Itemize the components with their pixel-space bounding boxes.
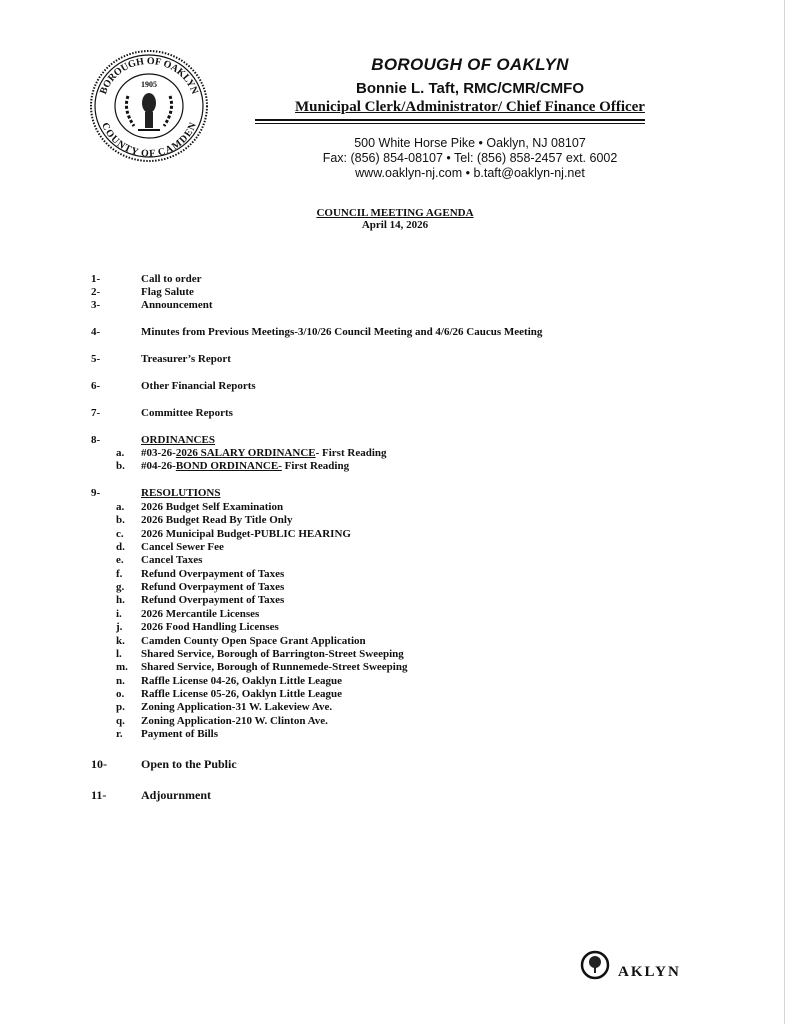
sub-letter: k. (116, 635, 125, 647)
sub-letter: h. (116, 594, 125, 606)
sub-letter: d. (116, 541, 125, 553)
oaklyn-tree-logo-icon (580, 950, 610, 980)
resolution-item: Payment of Bills (141, 728, 218, 740)
resolution-item: Raffle License 04-26, Oaklyn Little League (141, 675, 343, 687)
resolution-item: 2026 Food Handling Licenses (141, 621, 279, 633)
item-number: 7- (91, 407, 101, 419)
sub-letter: p. (116, 701, 125, 713)
resolution-item: Refund Overpayment of Taxes (141, 594, 285, 606)
resolution-item: Zoning Application-31 W. Lakeview Ave. (141, 701, 333, 713)
phone-line: Fax: (856) 854-08107 • Tel: (856) 858-2457 ext. 6002 (322, 151, 618, 165)
header-rule-thin (255, 123, 645, 124)
seal-top-text: BOROUGH OF OAKLYN (98, 55, 200, 96)
agenda-item: Committee Reports (141, 407, 233, 419)
resolution-item: Refund Overpayment of Taxes (141, 581, 285, 593)
agenda-item: Flag Salute (141, 286, 194, 298)
resolution-item: Refund Overpayment of Taxes (141, 568, 285, 580)
scan-edge-line (784, 0, 785, 1024)
item-number: 8- (91, 434, 101, 446)
sub-letter: r. (116, 728, 123, 740)
footer-logo-text: AKLYN (618, 964, 681, 980)
item-number: 5- (91, 353, 101, 365)
resolution-item: Zoning Application-210 W. Clinton Ave. (141, 715, 328, 727)
agenda-item: Announcement (141, 299, 213, 311)
agenda-item: Open to the Public (141, 757, 237, 771)
resolution-item: 2026 Municipal Budget-PUBLIC HEARING (141, 528, 351, 540)
agenda-item: Other Financial Reports (141, 380, 256, 392)
item-number: 9- (91, 487, 101, 499)
resolutions-heading: RESOLUTIONS (141, 487, 221, 499)
sub-letter: j. (116, 621, 123, 633)
sub-letter: b. (116, 514, 125, 526)
ordinances-heading: ORDINANCES (141, 434, 215, 446)
borough-seal (88, 48, 210, 164)
agenda-item: Adjournment (141, 788, 212, 802)
sub-letter: c. (116, 528, 124, 540)
sub-letter: a. (116, 501, 125, 513)
agenda-item: Minutes from Previous Meetings-3/10/26 Council Meeting and 4/6/26 Caucus Meeting (141, 326, 543, 338)
sub-letter: q. (116, 715, 125, 727)
resolution-item: Camden County Open Space Grant Application (141, 635, 366, 647)
sub-letter: l. (116, 648, 122, 660)
borough-name: BOROUGH OF OAKLYN (371, 55, 569, 74)
agenda-title: COUNCIL MEETING AGENDA (316, 207, 474, 219)
clerk-name: Bonnie L. Taft, RMC/CMR/CMFO (355, 80, 585, 97)
sub-letter: a. (116, 447, 125, 459)
sub-letter: m. (116, 661, 128, 673)
ordinance-item: #04-26-BOND ORDINANCE- First Reading (141, 460, 350, 472)
resolution-item: Shared Service, Borough of Runnemede-Street Sweeping (141, 661, 408, 673)
seal-year: 1905 (141, 80, 157, 89)
sub-letter: b. (116, 460, 125, 472)
ordinance-item: #03-26-2026 SALARY ORDINANCE- First Reading (141, 447, 387, 459)
sub-letter: g. (116, 581, 125, 593)
resolution-item: 2026 Budget Self Examination (141, 501, 284, 513)
resolution-item: 2026 Budget Read By Title Only (141, 514, 293, 526)
item-number: 4- (91, 326, 101, 338)
item-number: 6- (91, 380, 101, 392)
sub-letter: n. (116, 675, 125, 687)
address-line: 500 White Horse Pike • Oaklyn, NJ 08107 (354, 136, 586, 150)
resolution-item: 2026 Mercantile Licenses (141, 608, 260, 620)
agenda-item: Call to order (141, 273, 202, 285)
resolution-item: Cancel Taxes (141, 554, 203, 566)
sub-letter: e. (116, 554, 124, 566)
clerk-title: Municipal Clerk/Administrator/ Chief Finance Officer (295, 99, 645, 115)
sub-letter: o. (116, 688, 125, 700)
agenda-item: Treasurer’s Report (141, 353, 231, 365)
seal-bottom-text: COUNTY OF CAMDEN (99, 121, 199, 160)
resolution-item: Raffle License 05-26, Oaklyn Little League (141, 688, 343, 700)
web-email-line: www.oaklyn-nj.com • b.taft@oaklyn-nj.net (355, 166, 585, 180)
agenda-date: April 14, 2026 (361, 219, 429, 231)
item-number: 3- (91, 299, 101, 311)
item-number: 11- (91, 788, 107, 802)
resolution-item: Shared Service, Borough of Barrington-Street Sweeping (141, 648, 404, 660)
item-number: 10- (91, 757, 107, 771)
item-number: 2- (91, 286, 101, 298)
item-number: 1- (91, 273, 101, 285)
header-rule-thick (255, 119, 645, 121)
resolution-item: Cancel Sewer Fee (141, 541, 224, 553)
sub-letter: f. (116, 568, 123, 580)
sub-letter: i. (116, 608, 122, 620)
